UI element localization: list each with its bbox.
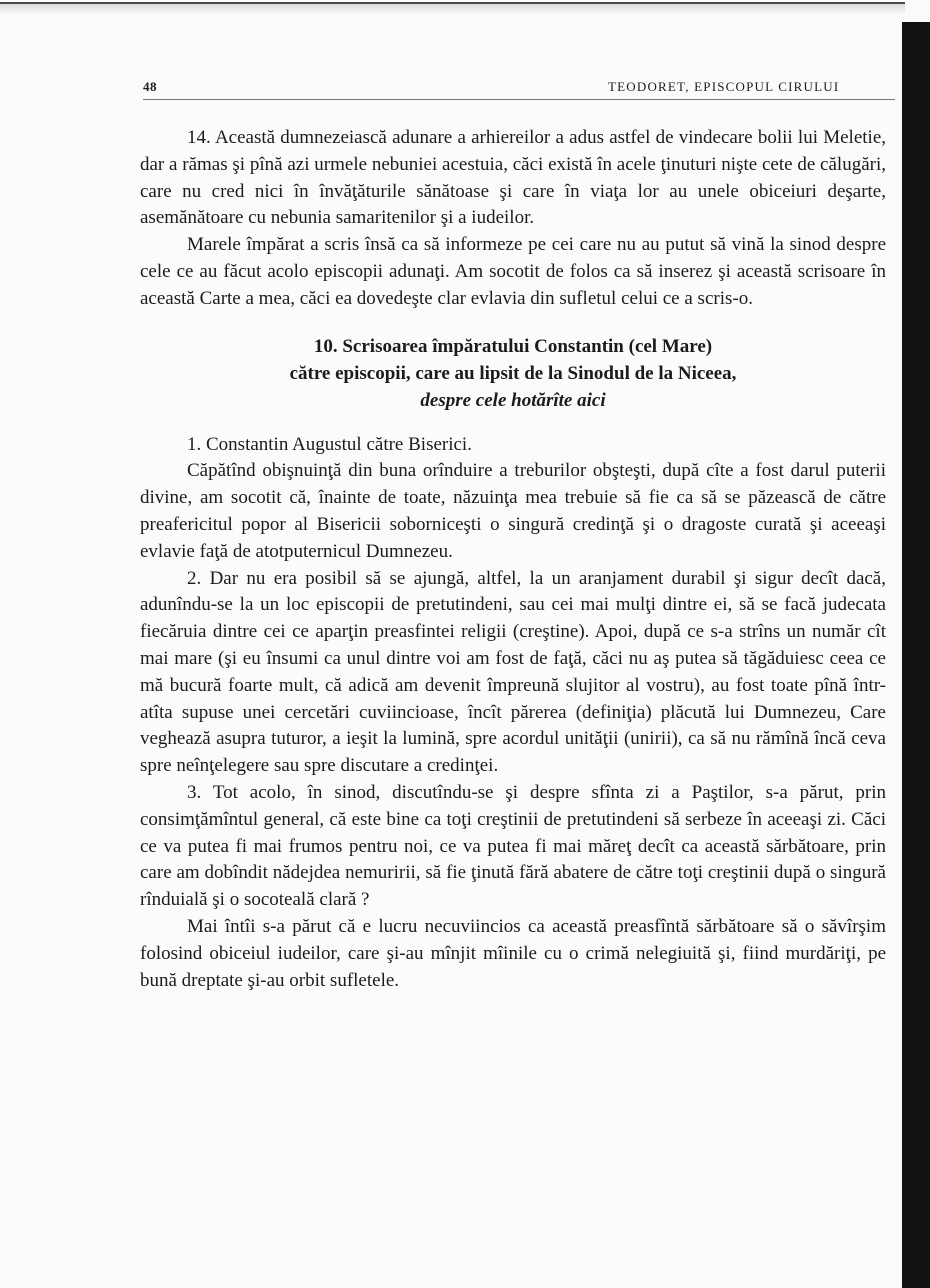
- letter-paragraph-2: 2. Dar nu era posibil să se ajungă, altfel, la un aranjament durabil şi sigur decît dacă, adunîndu-se la un loc episcopii de pretutindeni, sau cei mai mulţi dintre ei, să se facă judecata fiecăruia dintre cei ce aparţin preasfintei religii (creştine). Apoi, după ce s-a strîns un număr cît mai mare (şi eu însumi ca unul dintre voi am fost de faţă, căci nu aş putea să tăgăduiesc ceea ce mă bucură foarte mult, că adică am devenit împreună slujitor al vostru), au fost toate pînă într-atîta supuse unei cercetări cuviincioase, încît părerea (definiţia) plăcută lui Dumnezeu, Care veghează asupra tuturor, a ieşit la lumină, spre acordul unităţii (unirii), ca să nu rămînă încă ceva spre neînţelegere sau spre discutare a credinţei.: [140, 567, 886, 777]
- page-body: [140, 125, 886, 994]
- chapter-heading-line-3: despre cele hotărîte aici: [420, 389, 606, 411]
- letter-paragraph-1: Căpătînd obişnuinţă din buna orînduire a treburilor obşteşti, după cîte a fost darul puterii divine, am socotit că, înainte de toate, năzuinţa mea trebuie să fie ca să se păzească de către preafericitul popor al Bisericii soborniceşti o singură credinţă şi o dragoste curată şi aceeaşi evlavie faţă de atotputernicul Dumnezeu.: [140, 460, 886, 562]
- chapter-heading: [140, 333, 886, 414]
- spacer: [140, 414, 886, 432]
- letter-paragraph-3: 3. Tot acolo, în sinod, discutîndu-se şi despre sfînta zi a Paştilor, s-a părut, prin consimţămîntul general, că este bine ca toţi creştinii de pretutindeni să serbeze în aceeaşi zi. Căci ce va putea fi mai frumos pentru noi, ce va putea fi mai măreţ decît ca această sărbătoare, prin care am dobîndit nădejdea nemuririi, să fie ţinută fără abatere de către toţi creştinii după o singură rînduială şi o socoteală clară ?: [140, 781, 886, 911]
- paragraph-14: 14. Această dumnezeiască adunare a arhiereilor a adus astfel de vindecare bolii lui Meletie, dar a rămas şi pînă azi urmele nebuniei acestuia, căci există în acele ţinuturi nişte cete de călugări, care nu cred nici în învăţăturile sănătoase şi care în viaţa lor au unele obiceiuri deşarte, asemănătoare cu nebunia samaritenilor şi a iudeilor.: [140, 127, 886, 229]
- header-rule: [143, 99, 895, 100]
- paragraph-letter-intro: Marele împărat a scris însă ca să informeze pe cei care nu au putut să vină la sinod despre cele ce au făcut acolo episcopii adunaţi. Am socotit de folos ca să inserez şi această scrisoare în această Carte a mea, căci ea dovedeşte clar evlavia din sufletul celui ce a scris-o.: [140, 234, 886, 309]
- running-head: TEODORET, EPISCOPUL CIRULUI: [608, 79, 840, 94]
- letter-address: 1. Constantin Augustul către Biserici.: [187, 433, 472, 455]
- page-number: 48: [143, 79, 157, 94]
- chapter-heading-line-1: 10. Scrisoarea împăratului Constantin (cel Mare): [313, 335, 713, 357]
- spacer: [140, 313, 886, 333]
- scan-top-shadow: [0, 4, 905, 14]
- letter-paragraph-4: Mai întîi s-a părut că e lucru necuviincios ca această preasfîntă sărbătoare să o săvîrşim folosind obiceiul iudeilor, care şi-au mînjit mîinile cu o crimă nelegiuită şi, fiind murdăriţi, pe bună dreptate şi-au orbit sufletele.: [140, 915, 886, 991]
- scan-binding-edge: [902, 22, 930, 1288]
- chapter-heading-line-2: către episcopii, care au lipsit de la Sinodul de la Niceea,: [289, 362, 737, 384]
